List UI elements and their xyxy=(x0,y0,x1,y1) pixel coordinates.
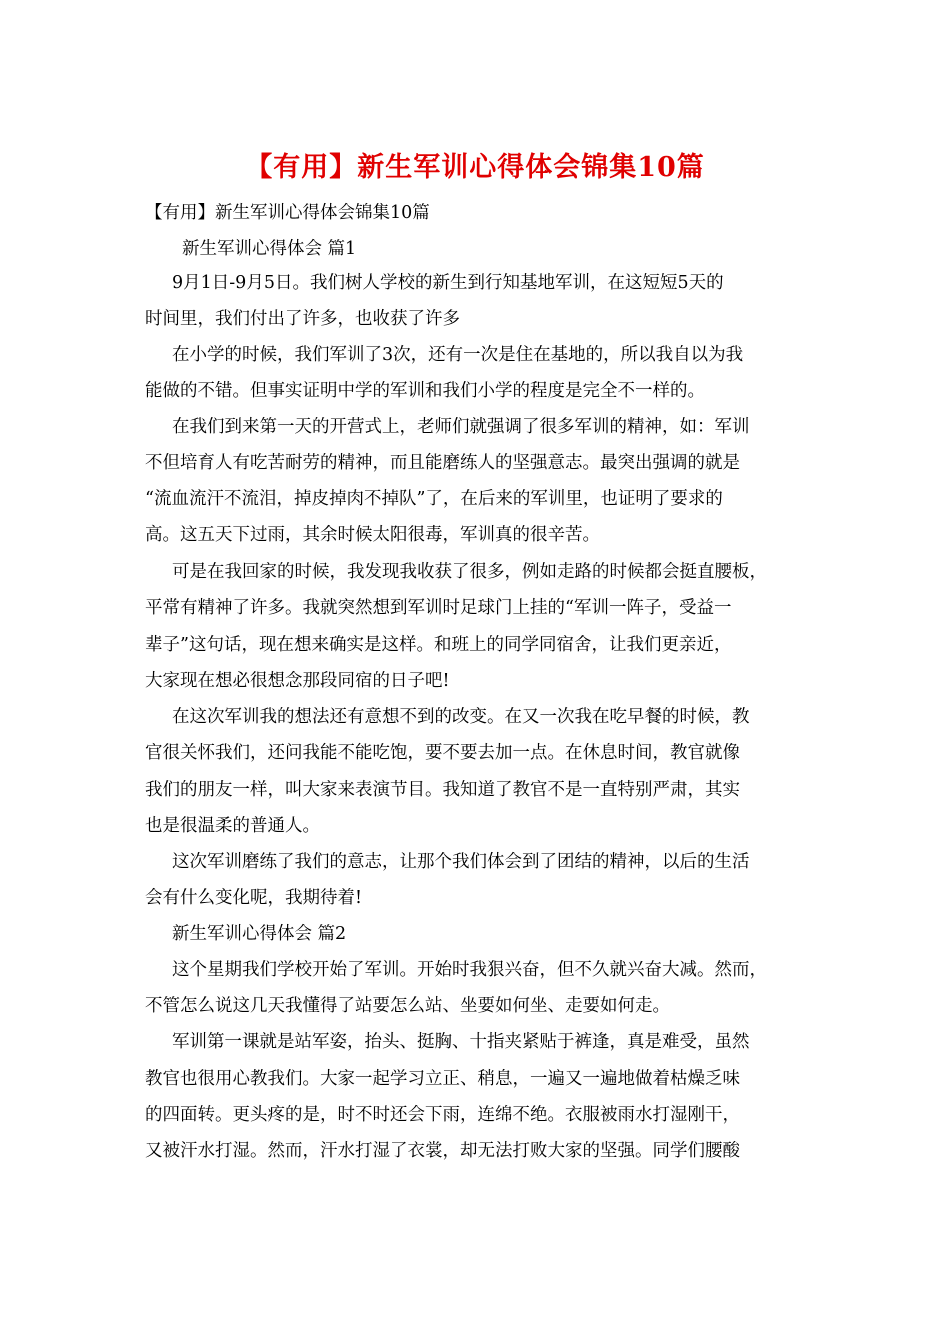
paragraph-line: 教官也很用心教我们。大家一起学习立正、稍息，一遍又一遍地做着枯燥乏味 xyxy=(145,1069,740,1089)
paragraph-line: 在这次军训我的想法还有意想不到的改变。在又一次我在吃早餐的时候，教 xyxy=(172,707,750,727)
paragraph-line: “流血流汗不流泪，掉皮掉肉不掉队”了，在后来的军训里，也证明了要求的 xyxy=(145,489,723,509)
section-heading: 新生军训心得体会 篇1 xyxy=(182,239,357,259)
paragraph-line: 辈子”这句话，现在想来确实是这样。和班上的同学同宿舍，让我们更亲近， xyxy=(145,635,732,655)
paragraph-line: 我们的朋友一样，叫大家来表演节目。我知道了教官不是一直特别严肃，其实 xyxy=(145,780,740,800)
paragraph-line: 也是很温柔的普通人。 xyxy=(145,816,320,836)
section-heading: 新生军训心得体会 篇2 xyxy=(172,924,347,944)
paragraph-line: 这个星期我们学校开始了军训。开始时我狠兴奋，但不久就兴奋大减。然而， xyxy=(172,960,767,980)
paragraph-line: 这次军训磨练了我们的意志，让那个我们体会到了团结的精神，以后的生活 xyxy=(172,852,750,872)
paragraph-line: 可是在我回家的时候，我发现我收获了很多，例如走路的时候都会挺直腰板， xyxy=(172,562,767,582)
paragraph-line: 能做的不错。但事实证明中学的军训和我们小学的程度是完全不一样的。 xyxy=(145,381,705,401)
paragraph-line: 不但培育人有吃苦耐劳的精神，而且能磨练人的坚强意志。最突出强调的就是 xyxy=(145,453,740,473)
paragraph-line: 在我们到来第一天的开营式上，老师们就强调了很多军训的精神，如：军训 xyxy=(172,417,750,437)
paragraph-line: 官很关怀我们，还问我能不能吃饱，要不要去加一点。在休息时间，教官就像 xyxy=(145,743,740,763)
document-title: 【有用】新生军训心得体会锦集10篇 xyxy=(245,152,705,183)
paragraph-line: 的四面转。更头疼的是，时不时还会下雨，连绵不绝。衣服被雨水打湿刚干， xyxy=(145,1105,740,1125)
paragraph-line: 9月1日-9月5日。我们树人学校的新生到行知基地军训，在这短短5天的 xyxy=(172,273,724,293)
paragraph-line: 不管怎么说这几天我懂得了站要怎么站、坐要如何坐、走要如何走。 xyxy=(145,996,670,1016)
paragraph-line: 军训第一课就是站军姿，抬头、挺胸、十指夹紧贴于裤逢，真是难受，虽然 xyxy=(172,1032,750,1052)
paragraph-line: 在小学的时候，我们军训了3次，还有一次是住在基地的，所以我自以为我 xyxy=(172,345,744,365)
paragraph-line: 平常有精神了许多。我就突然想到军训时足球门上挂的“军训一阵子，受益一 xyxy=(145,598,732,618)
paragraph-line: 时间里，我们付出了许多，也收获了许多 xyxy=(145,309,460,329)
paragraph-line: 会有什么变化呢，我期待着! xyxy=(145,888,363,908)
paragraph-line: 大家现在想必很想念那段同宿的日子吧! xyxy=(145,671,450,691)
paragraph-line: 高。这五天下过雨，其余时候太阳很毒，军训真的很辛苦。 xyxy=(145,525,600,545)
paragraph-line: 又被汗水打湿。然而，汗水打湿了衣裳，却无法打败大家的坚强。同学们腰酸 xyxy=(145,1141,740,1161)
paragraph-line: 【有用】新生军训心得体会锦集10篇 xyxy=(145,203,430,223)
